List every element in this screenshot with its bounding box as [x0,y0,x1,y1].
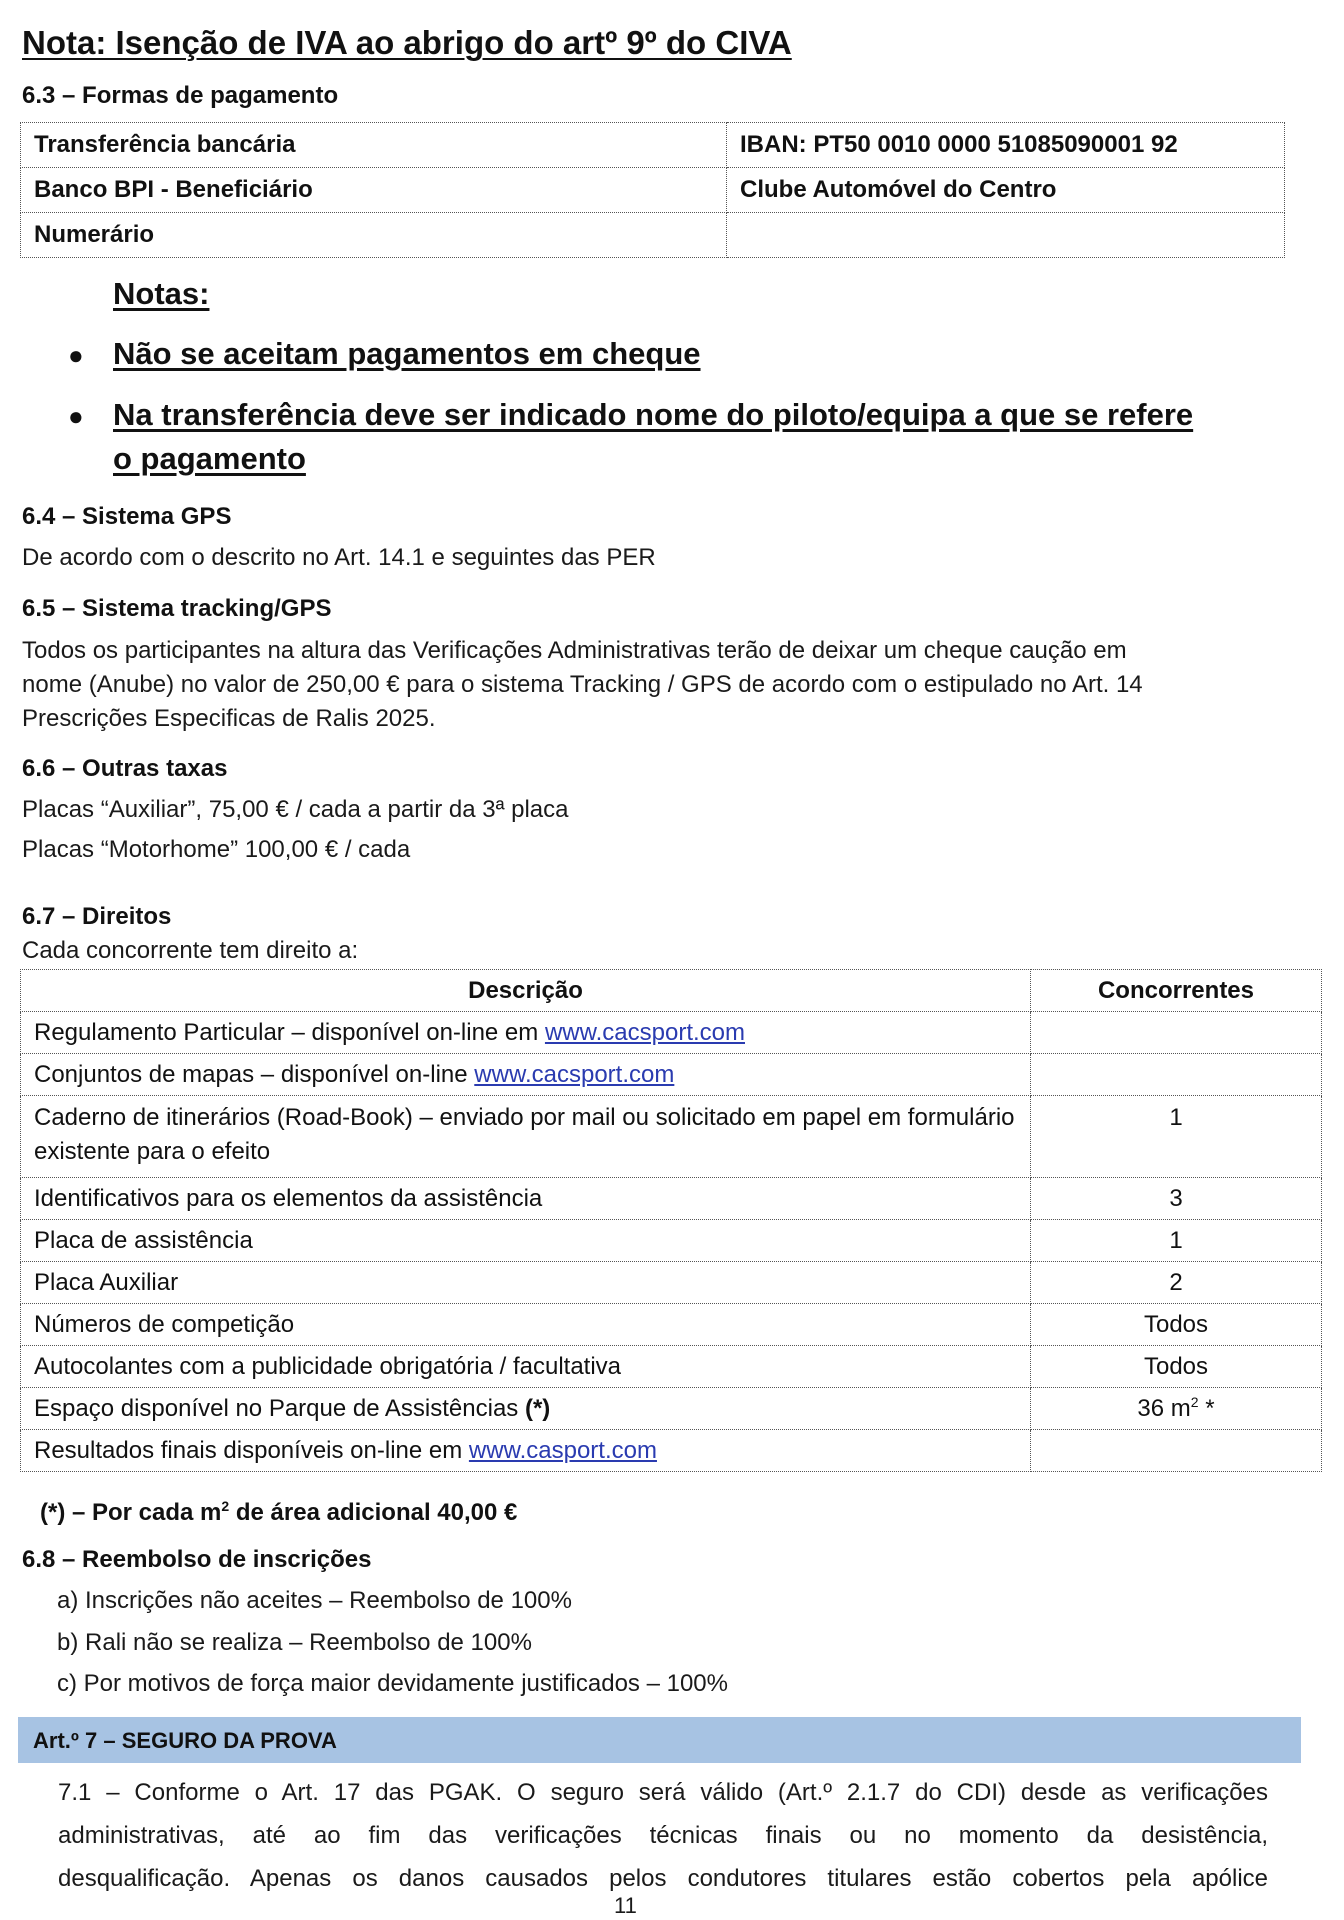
payment-detail-cell [727,213,1285,258]
quantity-cell [1031,1388,1322,1430]
quantity-cell: Todos [1031,1304,1322,1346]
description-cell: Placa Auxiliar [21,1262,1031,1304]
description-text: Regulamento Particular – disponível on-line em [34,1018,545,1046]
insurance-banner-title: Art.º 7 – SEGURO DA PROVA [33,1728,337,1753]
other-fees-heading: 6.6 – Outras taxas [22,755,228,782]
note-transfer-reference: Na transferência deve ser indicado nome do piloto/equipa a que se refere [113,397,1194,432]
fee-line: Placas “Auxiliar”, 75,00 € / cada a partir da 3ª placa [22,796,569,823]
description-cell: Caderno de itinerários (Road-Book) – enviado por mail ou solicitado em papel em formulário existente para o efeito [21,1096,1031,1178]
note-transfer-reference-cont: o pagamento [113,441,306,476]
payment-methods-table [20,122,1285,258]
footnote-exponent: 2 [221,1498,230,1514]
description-cell [21,1054,1031,1096]
quantity-cell: 2 [1031,1262,1322,1304]
area-asterisk: * [1198,1395,1215,1422]
refund-heading: 6.8 – Reembolso de inscrições [22,1546,372,1573]
refund-item: a) Inscrições não aceites – Reembolso de 100% [57,1587,572,1614]
table-row [21,1178,1322,1220]
rights-table [20,969,1322,1472]
quantity-cell [1031,1054,1322,1096]
gps-text: De acordo com o descrito no Art. 14.1 e seguintes das PER [22,544,656,571]
insurance-paragraph-line: 7.1 – Conforme o Art. 17 das PGAK. O seguro será válido (Art.º 2.1.7 do CDI) desde as verificações [58,1779,1268,1806]
quantity-cell [1031,1012,1322,1054]
table-row [21,1388,1322,1430]
footnote-marker: (*) [524,1394,551,1422]
bullet-icon: ● [68,340,84,370]
table-row [21,1220,1322,1262]
table-header-row [21,970,1322,1012]
description-cell: Identificativos para os elementos da assistência [21,1178,1031,1220]
payment-detail-cell: Clube Automóvel do Centro [727,168,1285,213]
quantity-cell [1031,1430,1322,1472]
area-value: 36 m [1137,1395,1191,1422]
table-row [21,1430,1322,1472]
description-text: Conjuntos de mapas – disponível on-line [34,1060,475,1088]
table-row [21,1262,1322,1304]
payment-method-cell: Banco BPI - Beneficiário [21,168,727,213]
cacsport-link[interactable]: www.cacsport.com [474,1060,675,1088]
table-row [21,123,1285,168]
payment-methods-heading: 6.3 – Formas de pagamento [22,82,339,109]
notes-heading: Notas: [113,276,210,311]
quantity-cell: Todos [1031,1346,1322,1388]
table-row [21,213,1285,258]
description-cell: Autocolantes com a publicidade obrigatória / facultativa [21,1346,1031,1388]
footnote-text: de área adicional 40,00 € [229,1499,518,1526]
description-cell [21,1012,1031,1054]
rights-heading: 6.7 – Direitos [22,903,172,930]
table-row [21,1346,1322,1388]
table-row [21,168,1285,213]
description-text: Resultados finais disponíveis on-line em [34,1436,469,1464]
payment-detail-cell: IBAN: PT50 0010 0000 51085090001 92 [727,123,1285,168]
table-row [21,1012,1322,1054]
table-row [21,1304,1322,1346]
payment-method-cell: Numerário [21,213,727,258]
table-row [21,1054,1322,1096]
fee-line: Placas “Motorhome” 100,00 € / cada [22,836,411,863]
payment-method-cell: Transferência bancária [21,123,727,168]
additional-area-footnote [40,1498,517,1527]
footnote-text: (*) – Por cada m [40,1499,222,1526]
page-number: 11 [614,1893,637,1918]
tracking-text-line: Prescrições Especificas de Ralis 2025. [22,705,436,732]
tracking-text-line: nome (Anube) no valor de 250,00 € para o sistema Tracking / GPS de acordo com o estipulado no Art. 14 [22,671,1143,698]
area-unit-exponent: 2 [1190,1394,1199,1410]
refund-item: c) Por motivos de força maior devidamente justificados – 100% [57,1670,728,1697]
column-header-competitors: Concorrentes [1031,970,1322,1012]
description-cell [21,1430,1031,1472]
description-cell: Placa de assistência [21,1220,1031,1262]
gps-heading: 6.4 – Sistema GPS [22,503,232,530]
tracking-text-line: Todos os participantes na altura das Verificações Administrativas terão de deixar um cheque caução em [22,637,1127,664]
insurance-paragraph-line: desqualificação. Apenas os danos causados pelos condutores titulares estão cobertos pela apólice [58,1865,1268,1892]
bullet-icon: ● [68,401,84,431]
quantity-cell: 1 [1031,1096,1322,1178]
table-row [21,1096,1322,1178]
column-header-description: Descrição [21,970,1031,1012]
insurance-paragraph-line: administrativas, até ao fim das verificações técnicas finais ou no momento da desistência, [58,1822,1268,1849]
description-text: Espaço disponível no Parque de Assistências [34,1394,525,1422]
refund-item: b) Rali não se realiza – Reembolso de 100% [57,1629,532,1656]
quantity-cell: 3 [1031,1178,1322,1220]
description-cell [21,1388,1031,1430]
cacsport-link[interactable]: www.cacsport.com [544,1018,745,1046]
note-no-cheques: Não se aceitam pagamentos em cheque [113,336,701,371]
section-banner-insurance [18,1717,1301,1763]
quantity-cell: 1 [1031,1220,1322,1262]
vat-exemption-note: Nota: Isenção de IVA ao abrigo do artº 9º do CIVA [22,24,792,61]
tracking-heading: 6.5 – Sistema tracking/GPS [22,595,332,622]
rights-intro: Cada concorrente tem direito a: [22,937,359,964]
description-cell: Números de competição [21,1304,1031,1346]
casport-link[interactable]: www.casport.com [468,1436,657,1464]
